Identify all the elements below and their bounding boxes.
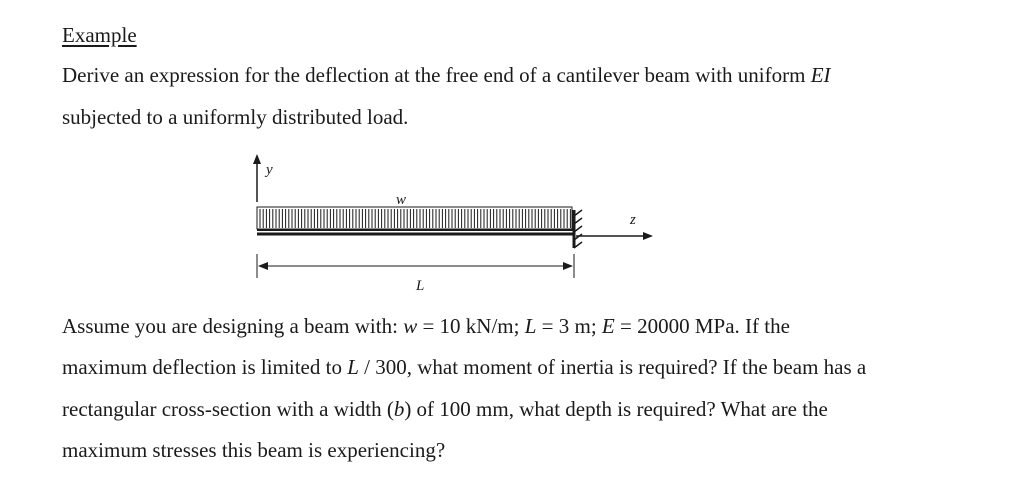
var-w: w [403,314,418,338]
problem-line-1 [62,313,790,339]
z-axis-label: z [630,212,636,228]
distributed-load-hatch [260,209,570,228]
length-L-label: L [416,278,425,294]
problem-text: = 10 kN/m; [417,314,525,338]
cantilever-beam-figure [240,150,670,295]
intro-text: Derive an expression for the deflection at the free end of a cantilever beam with uniform [62,63,811,87]
problem-text: = 20000 MPa. If the [614,314,790,338]
problem-text: ) of 100 mm, what depth is required? What are the [404,397,828,421]
y-axis-arrowhead [253,154,261,164]
problem-line-3 [62,396,828,422]
problem-line-2 [62,354,866,380]
distributed-load-block [257,207,572,229]
intro-line-2: subjected to a uniformly distributed load. [62,105,409,129]
problem-text: rectangular cross-section with a width ( [62,397,394,421]
problem-text: maximum deflection is limited to [62,355,348,379]
dim-arrow-right [563,262,573,270]
intro-line-1 [62,62,831,88]
problem-text: Assume you are designing a beam with: [62,314,404,338]
var-L: L [524,314,537,338]
load-w-label: w [396,192,407,208]
problem-text: = 3 m; [536,314,602,338]
z-axis-arrowhead [643,232,653,240]
var-L: L [347,355,359,379]
y-axis-label: y [266,162,273,178]
problem-line-4: maximum stresses this beam is experiencing? [62,438,446,462]
dim-arrow-left [258,262,268,270]
var-b: b [393,397,405,421]
example-heading: Example [62,23,137,47]
var-EI: EI [810,63,831,87]
problem-text: / 300, what moment of inertia is required? If the beam has a [358,355,867,379]
var-E: E [601,314,615,338]
